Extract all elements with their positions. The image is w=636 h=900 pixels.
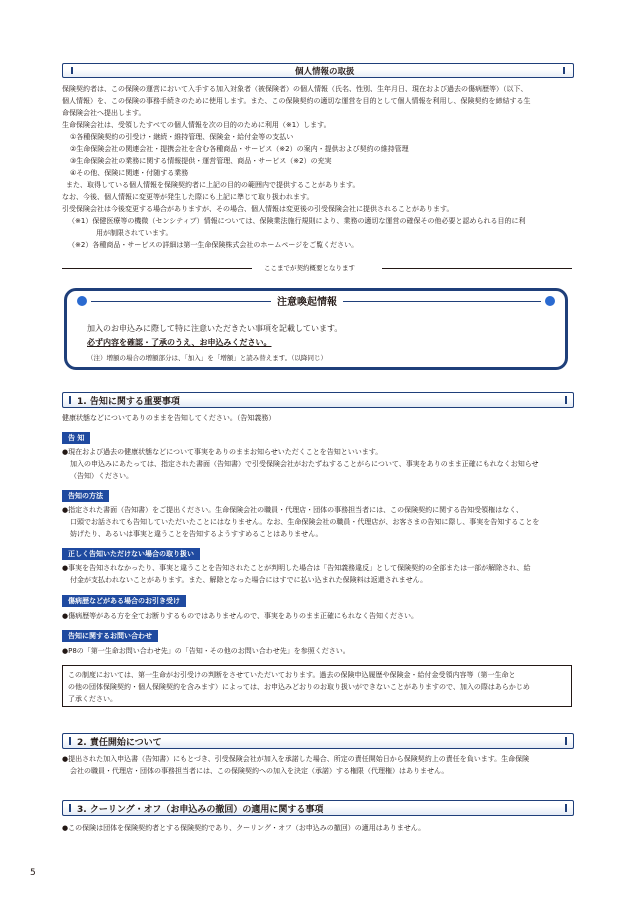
kokuchi-line: （告知）ください。 [70,472,133,480]
section-tick-right [565,804,567,812]
privacy-purpose-item: ④その他、保険に関連・付随する業務 [70,169,189,177]
separator-line-right [382,268,572,269]
privacy-line: 個人情報）を、この保険の事務手続きのために使用します。また、この保険契約の適切な運営を目的として個人情報を利用し、保険契約を締結する生 [62,97,531,105]
kokuchi-line: ● 現在および過去の健康状態などについて事実をありのままお知らせいただくことを告知といいます。 [62,446,539,458]
privacy-line: また、取得している個人情報を保険契約者に上記の目的の範囲内で提供することがあります。 [66,181,360,189]
method-line: 口頭でお話されても告知していただいたことにはなりません。なお、生命保険会社の職員・代理店が、お客さまの告知に際し、事実を告知することを [70,518,540,526]
inquiry-body [62,645,350,657]
caution-title: 注意喚起情報 [271,293,343,308]
summary-end-separator [62,263,572,273]
privacy-title: 個人情報の取扱 [295,67,355,77]
caution-dot-left-icon [77,296,87,306]
section-tick-left [69,737,71,745]
caution-dot-right-icon [545,296,555,306]
incorrect-line: ● 事実を告知されなかったり、事実と違うことを告知されたことが判明した場合は「告知義務違反」として保険契約の全部または一部が解除され、給 [62,562,531,574]
section-tick-left [69,396,71,404]
section2-line: ● 提出された加入申込書（告知書）にもとづき、引受保険会社が加入を承諾した場合、所定の責任開始日から保険契約上の責任を負います。生命保険 [62,753,529,765]
section3-header-bar [62,800,574,816]
caution-line2: 必ず内容を確認・了承のうえ、お申込みください。 [87,338,272,347]
caution-line3: （注）増額の場合の増額部分は、「加入」を「増額」と読み替えます。（以降同じ） [87,354,327,362]
tag-incorrect-kokuchi: 正しく告知いただけない場合の取り扱い [62,548,200,560]
section2-line: 会社の職員・代理店・団体の事務担当者には、この保険契約への加入を決定（承諾）する権限（代理権）はありません。 [70,767,449,775]
section3-title: 3. クーリング・オフ（お申込みの撤回）の適用に関する事項 [77,805,324,815]
section3-line: ● この保険は団体を保険契約者とする保険契約であり、クーリング・オフ（お申込みの撤回）の適用はありません。 [62,822,425,834]
section-tick-left [69,804,71,812]
tag-kokuchi-method: 告知の方法 [62,490,109,502]
privacy-line: 生命保険会社は、受領したすべての個人情報を次の目的のために利用（※1）します。 [62,121,331,129]
privacy-purpose-item: ②生命保険会社の関連会社・提携会社を含む各種商品・サービス（※2）の案内・提供および契約の維持管理 [70,145,409,153]
inquiry-line: ● P8の「第一生命お問い合わせ先」の「告知・その他のお問い合わせ先」を参照ください。 [62,645,350,657]
section2-header-bar [62,733,574,749]
kokuchi-body [62,446,539,482]
privacy-line: 保険契約者は、この保険の運営において入手する加入対象者（被保険者）の個人情報（氏名、性別、生年月日、現在および過去の傷病歴等）（以下、 [62,85,528,93]
caution-line1: 加入のお申込みに際して特に注意いただきたい事項を記載しています。 [87,324,343,333]
method-body [62,504,539,540]
privacy-line: 命保険会社へ提出します。 [62,109,146,117]
section2-body [62,753,529,777]
section3-body [62,822,425,834]
note-box-line: の他の団体保険契約・個人保険契約を含みます）によっては、お申込みどおりのお取り扱いができないことがありますので、加入の際はあらかじめ [68,683,530,691]
method-line: 妨げたり、あるいは事実と違うことを告知するようすすめることはありません。 [70,530,323,538]
section1-header-bar [62,392,574,408]
kokuchi-line: 加入の申込みにあたっては、指定された書面（告知書）で引受保険会社がおたずねすることがらについて、事実をありのまま正確にもれなくお知らせ [70,460,539,468]
header-tick-right [563,67,565,74]
section2-title: 2. 責任開始について [77,738,162,748]
section1-title: 1. 告知に関する重要事項 [77,397,180,407]
note-box-line: 了承ください。 [68,695,117,703]
section-tick-right [565,737,567,745]
incorrect-body [62,562,531,586]
privacy-line: なお、今後、個人情報に変更等が発生した際にも上記に準じて取り扱われます。 [62,193,314,201]
separator-line-left [62,268,252,269]
incorrect-line: 付金が支払われないことがあります。また、解除となった場合にはすでに払い込まれた保険料は返還されません。 [70,576,428,584]
privacy-note: （※1）保健医療等の機微（センシティブ）情報については、保険業法施行規則により、業務の適切な運営の確保その他必要と認められる目的に利 [68,217,526,225]
privacy-line: 引受保険会社は今後変更する場合がありますが、その場合、個人情報は変更後の引受保険会社に提供されることがあります。 [62,205,454,213]
section-tick-right [565,396,567,404]
privacy-note: 用が制限されています。 [96,229,173,237]
method-line: ● 指定された書面（告知書）をご提出ください。生命保険会社の職員・代理店・団体の事務担当者には、この保険契約に関する告知受領権はなく、 [62,504,539,516]
header-tick-left [71,67,73,74]
page-number: 5 [30,868,36,878]
history-body [62,610,418,622]
section1-intro: 健康状態などについてありのままを告知してください。（告知義務） [62,414,276,422]
privacy-header-bar [62,63,574,78]
history-line: ● 傷病歴等がある方を全てお断りするものではありませんので、事実をありのまま正確にもれなく告知ください。 [62,610,418,622]
privacy-note: （※2）各種商品・サービスの詳細は第一生命保険株式会社のホームページをご覧ください。 [68,241,359,249]
caution-box [64,288,568,370]
privacy-purpose-item: ③生命保険会社の業務に関する情報提供・運営管理、商品・サービス（※2）の充実 [70,157,332,165]
tag-kokuchi: 告 知 [62,432,90,444]
tag-inquiry: 告知に関するお問い合わせ [62,630,158,642]
note-box-line: この制度においては、第一生命がお引受けの判断をさせていただいております。過去の保険申込履歴や保険金・給付金受領内容等（第一生命と [68,671,516,679]
privacy-purpose-item: ①各種保険契約の引受け・継続・維持管理、保険金・給付金等の支払い [70,133,294,141]
underwriting-note-box [62,665,572,707]
privacy-body [62,83,530,251]
summary-end-label: ここまでが契約概要となります [264,264,355,272]
tag-medical-history: 傷病歴などがある場合のお引き受け [62,595,186,607]
